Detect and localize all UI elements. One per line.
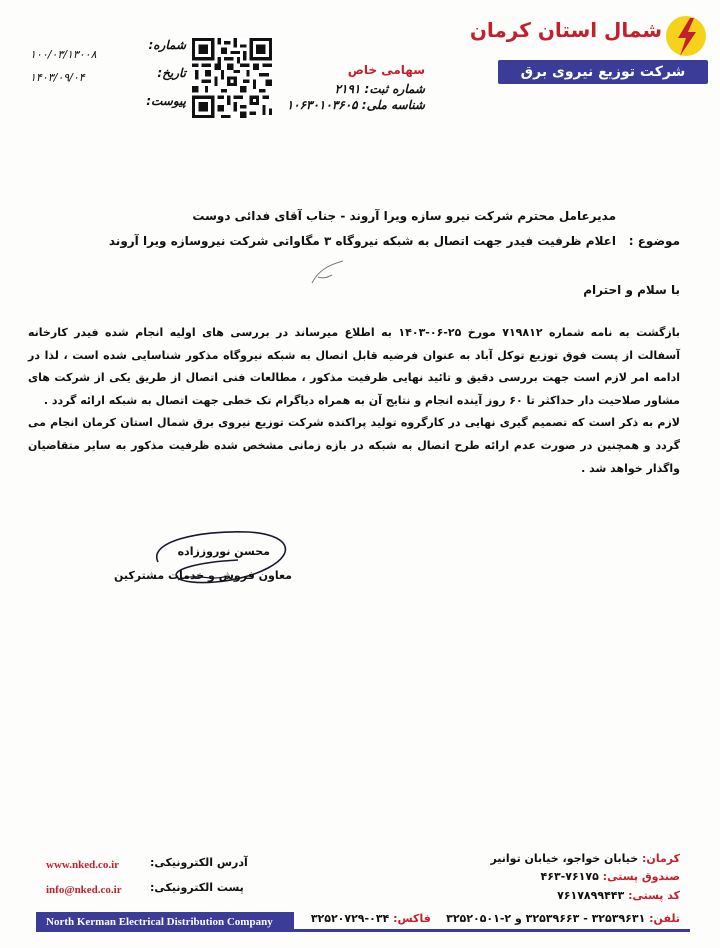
signer-title: معاون فروش و خدمات مشترکین [114, 569, 292, 582]
pen-mark-icon [298, 255, 358, 295]
pobox-value: ۷۶۱۷۵-۴۶۳ [540, 870, 599, 883]
footer-pobox [541, 870, 680, 883]
qr-code-icon [192, 38, 272, 118]
national-id: شناسه ملی: ۱۰۶۳۰۱۰۳۶۰۵ [286, 98, 425, 112]
attachment-label: پیوست: [146, 94, 186, 108]
greeting: با سلام و احترام [583, 283, 680, 297]
date-value: ۱۴۰۳/۰۹/۰۴ [30, 71, 85, 84]
recipient-line: مدیرعامل محترم شرکت نیرو سازه ویرا آروند - جناب آقای فدائی دوست [192, 209, 616, 223]
number-value: ۱۰۰/۰۳/۱۳۰۰۸ [30, 48, 97, 61]
footer-postal [557, 889, 680, 902]
address-value: خیابان خواجو، خیابان توانیر [490, 852, 639, 865]
fax-label: فاکس: [393, 912, 431, 925]
footer-address [490, 852, 680, 865]
phone-value: ۳۲۵۳۹۶۳۱ - ۳۲۵۳۹۶۶۳ و ۲-۳۲۵۲۰۵۰۱ [446, 912, 646, 925]
subject-line: اعلام ظرفیت فیدر جهت اتصال به شبکه نیروگاه ۳ مگاواتی شرکت نیروسازه ویرا آروند [108, 234, 616, 248]
lightning-logo-icon [664, 14, 708, 58]
number-label: شماره: [148, 38, 186, 52]
footer-company-name: North Kerman Electrical Distribution Company [36, 912, 294, 932]
date-label: تاریخ: [157, 66, 186, 80]
pobox-label: صندوق پستی: [602, 870, 680, 883]
website-link[interactable]: www.nked.co.ir [46, 859, 120, 871]
email-link[interactable]: info@nked.co.ir [46, 884, 122, 896]
registration-number: شماره ثبت: ۲۱۹۱ [334, 82, 425, 96]
subject-label: موضوع : [628, 234, 680, 248]
logo-band: شرکت توزیع نیروی برق [498, 60, 708, 84]
fax-value: ۰۳۴-۳۲۵۲۰۷۲۹ [310, 912, 390, 925]
company-logo [469, 14, 708, 84]
web-label: آدرس الکترونیکی: [150, 856, 248, 869]
postal-value: ۷۶۱۷۸۹۹۴۴۳ [557, 889, 625, 902]
email-label: پست الکترونیکی: [150, 881, 244, 894]
address-label: کرمان: [642, 852, 680, 865]
footer-phone-fax [311, 912, 680, 925]
signer-name: محسن نوروززاده [177, 545, 270, 558]
body-paragraph: بازگشت به نامه شماره ۷۱۹۸۱۲ مورخ ۲۵-۰۶-۱۴۰۳ به اطلاع میرساند در بررسی های اولیه انجام شده فیدر کارخانه آسفالت از پست فوق توزیع توکل آباد به عنوان فرضیه قابل اتصال به شبکه نیروگاه مذکور شناسایی شده است ، لذا در ادامه امر لازم است جهت بررسی دقیق و تائید نهایی ظرفیت مذکور ، مطالعات فنی اتصال از طریق یکی از شرکت های مشاور صلاحیت دار حداکثر تا ۶۰ روز آینده انجام و نتایج آن به همراه دیاگرام تک خطی جهت اتصال به شبکه ارائه گردد . [28, 326, 680, 407]
footer-rule [294, 929, 690, 932]
company-type: سهامی خاص [347, 63, 425, 77]
phone-label: تلفن: [649, 912, 680, 925]
logo-text: شمال استان کرمان [469, 18, 662, 42]
postal-label: کد پستی: [628, 889, 680, 902]
body-paragraph: لازم به ذکر است که تصمیم گیری نهایی در کارگروه تولید پراکنده شرکت توزیع نیروی برق شمال استان کرمان انجام می گردد و همچنین در صورت عدم ارائه طرح اتصال به شبکه در بازه زمانی مشخص شده ظرفیت مذکور به سایر متقاضیان واگذار خواهد شد . [28, 416, 680, 475]
letter-body [28, 322, 680, 480]
